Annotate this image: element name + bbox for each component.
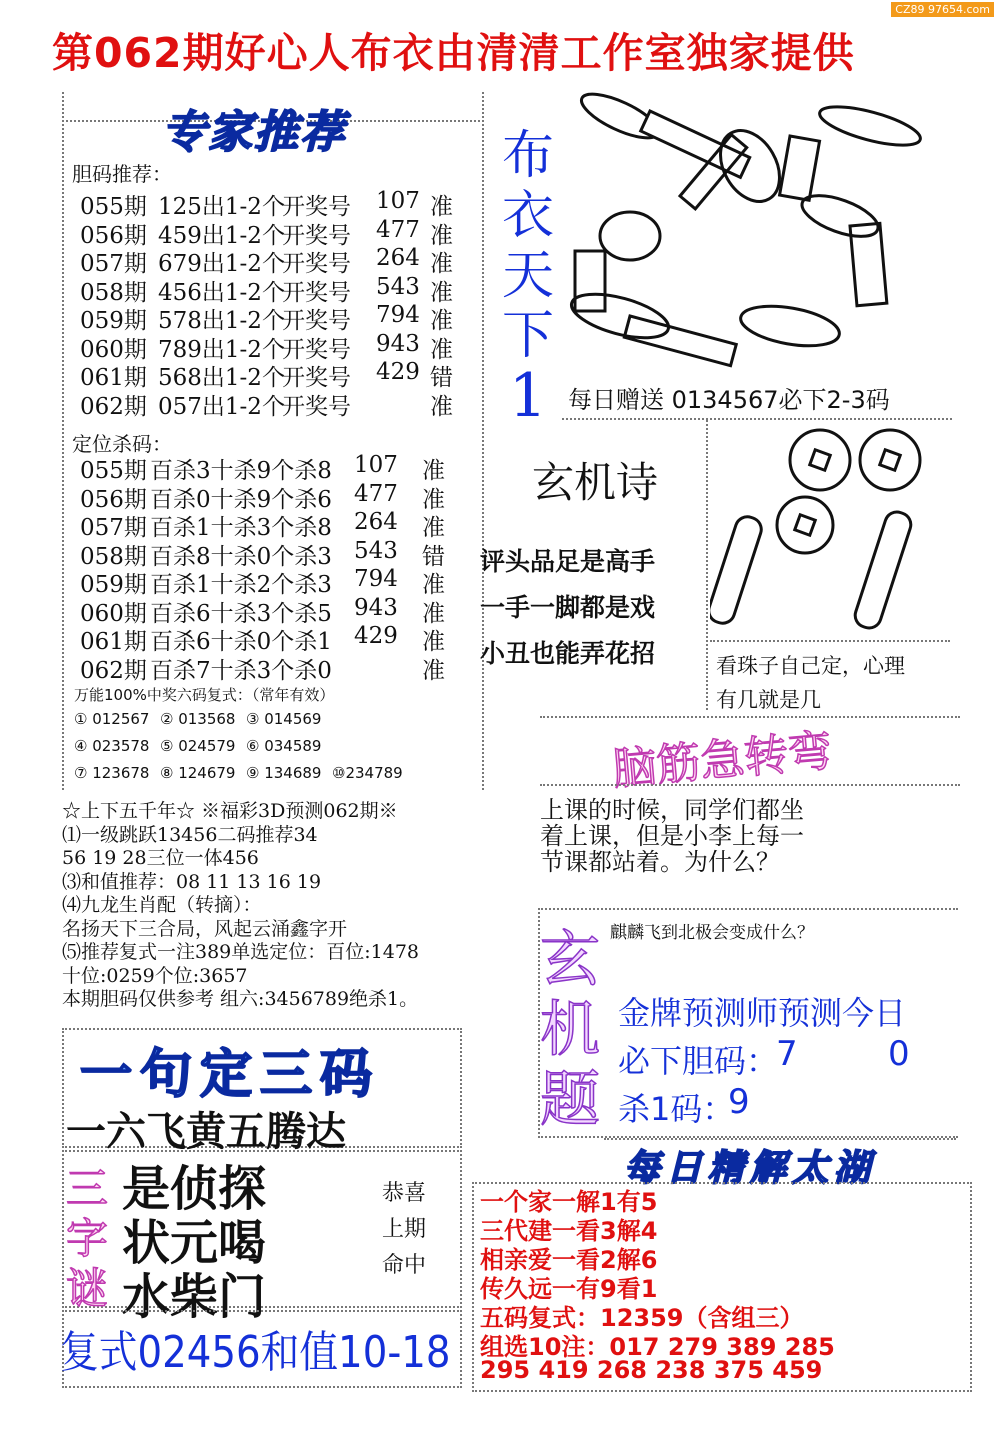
dingwei-result: 准 <box>422 515 445 541</box>
watermark <box>891 2 994 17</box>
dingwei-num: 264 <box>354 509 398 535</box>
yiju-slogan: 一六飞黄五腾达 <box>66 1109 346 1155</box>
zhuzi-text-2: 有几就是几 <box>716 688 821 712</box>
wanneng-item: ⑦ 123678 <box>74 764 150 782</box>
shangxia-line: 名扬天下三合局，风起云涌鑫字开 <box>62 917 348 940</box>
wanneng-item: ① 012567 <box>74 710 150 728</box>
danma-num: 264 <box>376 245 420 271</box>
taihu-line: 一个家一解1有5 <box>480 1188 658 1216</box>
danma-kj: 开奖号 <box>282 251 351 277</box>
xuanji-shi-title: 玄机诗 <box>532 458 659 507</box>
dingwei-result: 准 <box>422 600 445 627</box>
wanneng-item: ⑤ 024579 <box>160 737 236 755</box>
danma-issue: 061期 <box>80 365 147 391</box>
dingwei-kill: 百杀6十杀0个杀1 <box>150 629 332 655</box>
dingwei-label: 定位杀码： <box>72 432 172 456</box>
wanneng-title: 万能100%中奖六码复式：（常年有效） <box>74 686 335 704</box>
dingwei-num: 477 <box>354 480 398 507</box>
dingwei-kill: 百杀7十杀3个杀0 <box>150 657 332 684</box>
danma-result: 准 <box>430 194 453 220</box>
dingwei-num: 943 <box>354 594 398 621</box>
budao-char: 衣 <box>501 186 554 246</box>
page-title: 第062期好心人布衣由清清工作室独家提供 <box>52 29 855 77</box>
xuanji-shi-line: 小丑也能弄花招 <box>480 639 656 668</box>
danma-result: 错 <box>430 365 453 391</box>
dingwei-result: 准 <box>422 458 445 484</box>
danma-kj: 开奖号 <box>282 194 351 220</box>
dingwei-issue: 057期 <box>80 515 147 541</box>
dingwei-result: 准 <box>422 572 445 598</box>
danma-result: 准 <box>430 393 453 420</box>
shangxia-line: ☆上下五千年☆ ※福彩3D预测062期※ <box>62 800 398 822</box>
danma-kj: 开奖号 <box>282 222 351 249</box>
dingwei-result: 准 <box>422 629 445 655</box>
budao-title <box>498 126 558 431</box>
wanneng-item: ⑧ 124679 <box>160 764 236 782</box>
bidan-value-b: 0 <box>888 1034 910 1074</box>
dingwei-issue: 055期 <box>80 458 147 484</box>
budao-char: 下 <box>501 306 554 366</box>
danma-issue: 058期 <box>80 279 147 306</box>
taihu-line: 传久远一有9看1 <box>480 1275 658 1303</box>
danma-issue: 062期 <box>80 393 147 420</box>
dingwei-num: 543 <box>354 537 398 564</box>
dingwei-result: 准 <box>422 657 445 684</box>
sanzi-label-char: 三 <box>66 1164 109 1213</box>
dingwei-issue: 062期 <box>80 657 147 684</box>
watermark-text: CZ89 97654.com <box>895 3 990 16</box>
dingwei-kill: 百杀3十杀9个杀8 <box>150 458 332 484</box>
xuanji-ti-char: 题 <box>540 1065 600 1135</box>
dingwei-kill: 百杀0十杀9个杀6 <box>150 486 332 513</box>
danma-pick: 057出1-2个 <box>158 393 285 420</box>
wanneng-item: ③ 014569 <box>246 710 322 728</box>
dingwei-issue: 060期 <box>80 600 147 627</box>
xuanji-shi-line: 评头品足是高手 <box>480 547 656 576</box>
danma-pick: 125出1-2个 <box>158 194 285 220</box>
big-25-graphic <box>560 76 940 376</box>
danma-issue: 057期 <box>80 251 147 277</box>
expert-title: 专家推荐 <box>162 107 346 158</box>
shangxia-line: 56 19 28三位一体456 <box>62 847 259 869</box>
dingwei-kill: 百杀1十杀2个杀3 <box>150 572 332 598</box>
xuanji-shi-line: 一手一脚都是戏 <box>480 593 656 622</box>
taihu-line: 相亲爱一看2解6 <box>480 1246 658 1274</box>
danma-pick: 456出1-2个 <box>158 279 285 306</box>
dingwei-kill: 百杀8十杀0个杀3 <box>150 543 332 570</box>
danma-pick: 578出1-2个 <box>158 308 285 334</box>
gold-title: 金牌预测师预测今日 <box>618 994 907 1032</box>
dingwei-issue: 056期 <box>80 486 147 513</box>
danma-num: 543 <box>376 273 420 300</box>
nojin-line: 上课的时候，同学们都坐 <box>540 796 804 824</box>
shangxia-line: 十位:0259个位:3657 <box>62 964 248 987</box>
sanzi-word: 水柴门 <box>122 1269 267 1325</box>
danma-pick: 679出1-2个 <box>158 251 285 277</box>
bidan-label: 必下胆码： <box>618 1042 779 1080</box>
dingwei-kill: 百杀6十杀3个杀5 <box>150 600 332 627</box>
danma-issue: 060期 <box>80 336 147 363</box>
taihu-line: 五码复式：12359（含组三） <box>480 1304 804 1332</box>
zhuzi-text-1: 看珠子自己定，心理 <box>716 654 905 678</box>
wanneng-item: ⑩234789 <box>332 764 403 782</box>
taihu-title: 每日精解太湖 <box>624 1148 877 1189</box>
shangxia-line: 本期胆码仅供参考 组六:3456789绝杀1。 <box>62 988 419 1010</box>
xuanji-ti-char: 玄 <box>540 925 600 995</box>
danma-issue: 059期 <box>80 308 147 334</box>
sha-value: 9 <box>728 1082 750 1122</box>
danma-kj: 开奖号 <box>282 308 351 334</box>
taihu-line: 295 419 268 238 375 459 <box>480 1356 823 1384</box>
wanneng-item: ⑨ 134689 <box>246 764 322 782</box>
danma-pick: 568出1-2个 <box>158 365 285 391</box>
yiju-title: 一句定三码 <box>80 1045 381 1105</box>
danma-pick: 459出1-2个 <box>158 222 285 249</box>
dingwei-num: 429 <box>354 623 398 649</box>
coins-69-graphic <box>710 420 950 640</box>
bidan-value-a: 7 <box>776 1034 798 1074</box>
danma-kj: 开奖号 <box>282 279 351 306</box>
nojin-line: 着上课，但是小李上每一 <box>540 822 804 850</box>
wanneng-item: ④ 023578 <box>74 737 150 755</box>
danma-num: 477 <box>376 216 420 243</box>
danma-label: 胆码推荐： <box>72 162 172 186</box>
budao-char: 天 <box>501 246 554 306</box>
danma-num: 943 <box>376 330 420 357</box>
danma-result: 准 <box>430 279 453 306</box>
budao-number: 1 <box>508 361 548 431</box>
sha-label: 杀1码： <box>618 1090 735 1128</box>
danma-result: 准 <box>430 222 453 249</box>
fushi-text: 复式02456和值10-18 <box>60 1327 451 1378</box>
sanzi-word: 状元喝 <box>122 1215 267 1271</box>
taihu-line: 三代建一看3解4 <box>480 1217 658 1245</box>
danma-issue: 055期 <box>80 194 147 220</box>
shangxia-line: ⑶和值推荐：08 11 13 16 19 <box>62 870 322 893</box>
dingwei-issue: 061期 <box>80 629 147 655</box>
dingwei-issue: 058期 <box>80 543 147 570</box>
danma-num: 429 <box>376 359 420 385</box>
taihu-line: 组选10注：017 279 389 285 <box>480 1333 835 1361</box>
sanzi-congrats-line: 命中 <box>382 1253 427 1278</box>
nojin-line: 节课都站着。为什么？ <box>540 848 780 876</box>
shangxia-line: ⑴一级跳跃13456二码推荐34 <box>62 823 318 846</box>
sanzi-congrats-line: 上期 <box>382 1217 427 1242</box>
dingwei-result: 错 <box>422 543 445 570</box>
xuanji-ti-char: 机 <box>540 995 600 1065</box>
danma-result: 准 <box>430 336 453 363</box>
daily-gift: 每日赠送 0134567必下2-3码 <box>568 386 890 414</box>
shangxia-line: ⑷九龙生肖配（转摘）： <box>62 894 262 916</box>
wanneng-item: ⑥ 034589 <box>246 737 322 755</box>
dingwei-num: 794 <box>354 566 398 592</box>
dingwei-num: 107 <box>354 452 398 478</box>
sanzi-label-char: 谜 <box>66 1264 109 1313</box>
danma-result: 准 <box>430 251 453 277</box>
xuanji-question: 麒麟飞到北极会变成什么？ <box>610 923 814 943</box>
dingwei-kill: 百杀1十杀3个杀8 <box>150 515 332 541</box>
danma-kj: 开奖号 <box>282 365 351 391</box>
danma-num: 794 <box>376 302 420 328</box>
shangxia-line: ⑸推荐复式一注389单选定位：百位:1478 <box>62 941 420 963</box>
dingwei-result: 准 <box>422 486 445 513</box>
sanzi-congrats-line: 恭喜 <box>382 1181 427 1206</box>
wanneng-item: ② 013568 <box>160 710 236 728</box>
dingwei-issue: 059期 <box>80 572 147 598</box>
danma-kj: 开奖号 <box>282 393 351 420</box>
budao-char: 布 <box>501 126 554 186</box>
nojin-title: 脑筋急转弯 <box>610 725 835 796</box>
danma-kj: 开奖号 <box>282 336 351 363</box>
sanzi-word: 是侦探 <box>122 1161 267 1217</box>
danma-result: 准 <box>430 308 453 334</box>
danma-issue: 056期 <box>80 222 147 249</box>
danma-pick: 789出1-2个 <box>158 336 285 363</box>
danma-num: 107 <box>376 188 420 214</box>
sanzi-label-char: 字 <box>66 1214 109 1263</box>
